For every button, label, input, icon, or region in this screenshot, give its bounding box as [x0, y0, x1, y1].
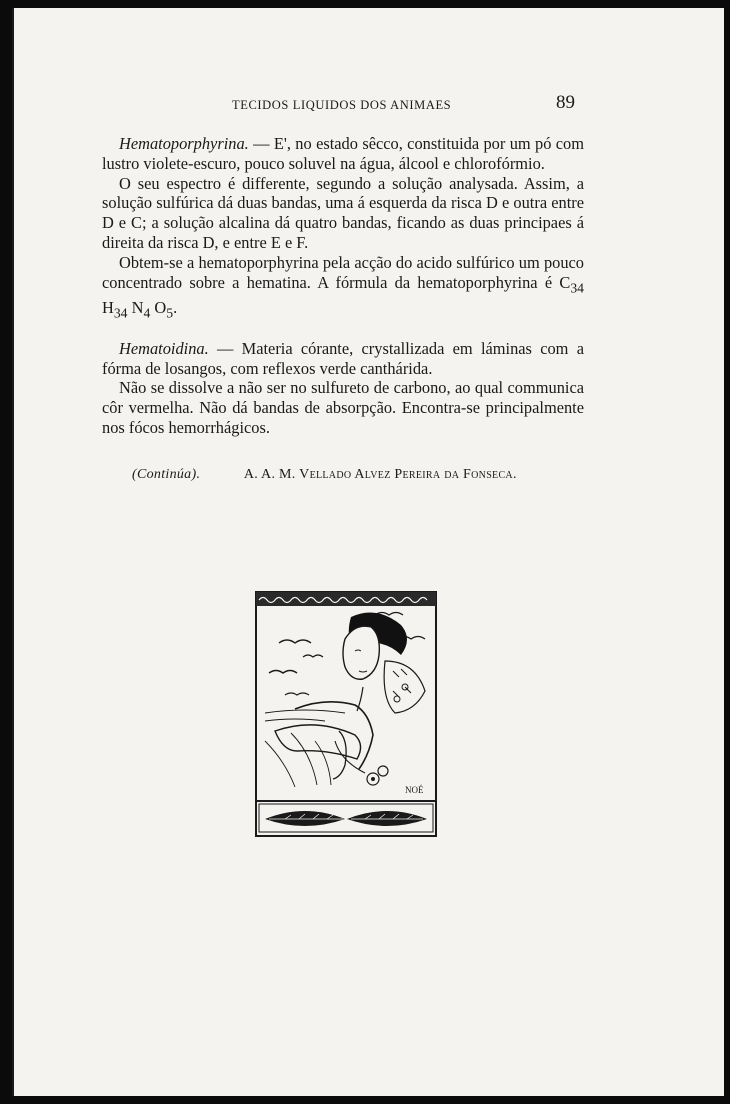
woman-with-flowers-engraving — [255, 591, 437, 837]
hematoidina-intro-text: — Materia córante, crystallizada em láminas com a fórma de losangos, com reflexos verde canthárida. — [102, 338, 584, 378]
paragraph-hematoporphyrina-intro — [102, 134, 584, 174]
leaf-ornament-icon — [259, 804, 433, 832]
vignette-illustration — [255, 591, 437, 837]
chemical-formula: $C_{34}$ $H_{34}$ $N_4$ $O_5$. — [102, 272, 584, 320]
continua-note: (Continúa). — [132, 467, 201, 482]
page-header — [14, 94, 724, 118]
book-page — [12, 8, 724, 1096]
running-title: TECIDOS LIQUIDOS DOS ANIMAES — [232, 98, 452, 112]
paragraph-preparation — [102, 253, 584, 323]
hematoporphyrina-intro-text: — E', no estado sêcco, constituida por um pó com lustro violete-escuro, pouco soluvel na água, álcool e chlorofórmio. — [102, 134, 584, 173]
author-name: A. A. M. Vellado Alvez Pereira da Fonseca. — [243, 467, 517, 482]
paragraph-spectrum: O seu espectro é differente, segundo a solução analysada. Assim, a solução sulfúrica dá duas bandas, uma á esquerda da risca D e outra entre D e C; a solução alcalina dá quatro bandas, ficando as duas principaes á direita da risca D, e entre E e F. — [102, 173, 584, 252]
term-hematoidina: Hematoidina. — [119, 338, 209, 358]
page-number: 89 — [556, 92, 575, 113]
paragraph-solubility: Não se dissolve a não ser no sulfureto de carbono, ao qual communica côr vermelha. Não dá bandas de absorpção. Encontra-se principalmente nos fócos hemorrhágicos. — [102, 378, 584, 437]
signature-line — [132, 466, 572, 483]
paragraph-hematoidina-intro — [102, 339, 584, 379]
preparation-text: Obtem-se a hematoporphyrina pela acção do acido sulfúrico um pouco concentrado sobre a hematina. A fórmula da hematoporphyrina é — [102, 252, 584, 292]
artist-signature: NOÉ — [405, 785, 424, 795]
body-text — [102, 134, 584, 438]
term-hematoporphyrina: Hematoporphyrina. — [119, 134, 249, 153]
